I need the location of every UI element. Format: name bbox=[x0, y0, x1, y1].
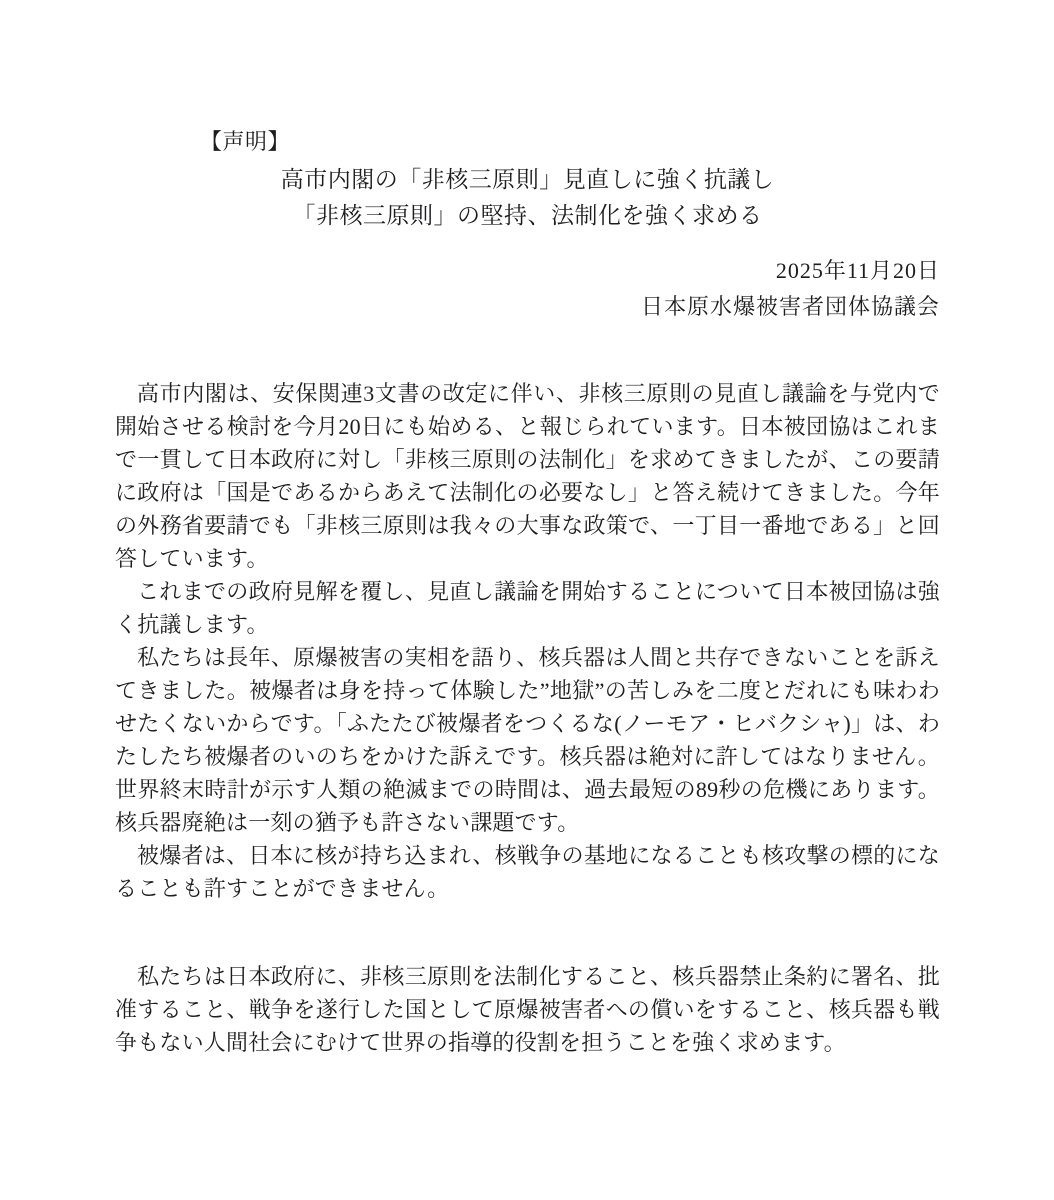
document-meta bbox=[115, 253, 940, 325]
date-line: 2025年11月20日 bbox=[775, 258, 940, 283]
statement-label: 【声明】 bbox=[200, 129, 291, 154]
organization-line: 日本原水爆被害者団体協議会 bbox=[640, 294, 940, 319]
statement-document bbox=[115, 0, 940, 1200]
title-line-2: 「非核三原則」の堅持、法制化を強く求める bbox=[292, 202, 763, 228]
body-paragraph: 私たちは長年、原爆被害の実相を語り、核兵器は人間と共存できないことを訴えてきました。被爆者は身を持って体験した”地獄”の苦しみを二度とだれにも味わわせたくないからです。「ふたたび被爆者をつくるな(ノーモア・ヒバクシャ)」は、わたしたち被爆者のいのちをかけた訴えです。核兵器は絶対に許してはなりません。世界終末時計が示す人類の絶滅までの時間は、過去最短の89秒の危機にあります。核兵器廃絶は一刻の猶予も許さない課題です。 bbox=[115, 645, 940, 835]
title-line-1: 高市内閣の「非核三原則」見直しに強く抗議し bbox=[280, 166, 775, 192]
body-paragraph: 高市内閣は、安保関連3文書の改定に伴い、非核三原則の見直し議論を与党内で開始させる検討を今月20日にも始める、と報じられています。日本被団協はこれまで一貫して日本政府に対し「非核三原則の法制化」を求めてきましたが、この要請に政府は「国是であるからあえて法制化の必要なし」と答え続けてきました。今年の外務省要請でも「非核三原則は我々の大事な政策で、一丁目一番地である」と回答しています。 bbox=[115, 381, 940, 571]
document-title bbox=[115, 161, 940, 233]
document-body bbox=[115, 377, 940, 1059]
body-paragraph: これまでの政府見解を覆し、見直し議論を開始することについて日本被団協は強く抗議します。 bbox=[115, 579, 940, 637]
body-paragraph: 被爆者は、日本に核が持ち込まれ、核戦争の基地になることも核攻撃の標的になることも許すことができません。 bbox=[115, 843, 940, 901]
closing-paragraph: 私たちは日本政府に、非核三原則を法制化すること、核兵器禁止条約に署名、批准すること、戦争を遂行した国として原爆被害者への償いをすること、核兵器も戦争もない人間社会にむけて世界の指導的役割を担うことを強く求めます。 bbox=[115, 964, 940, 1055]
